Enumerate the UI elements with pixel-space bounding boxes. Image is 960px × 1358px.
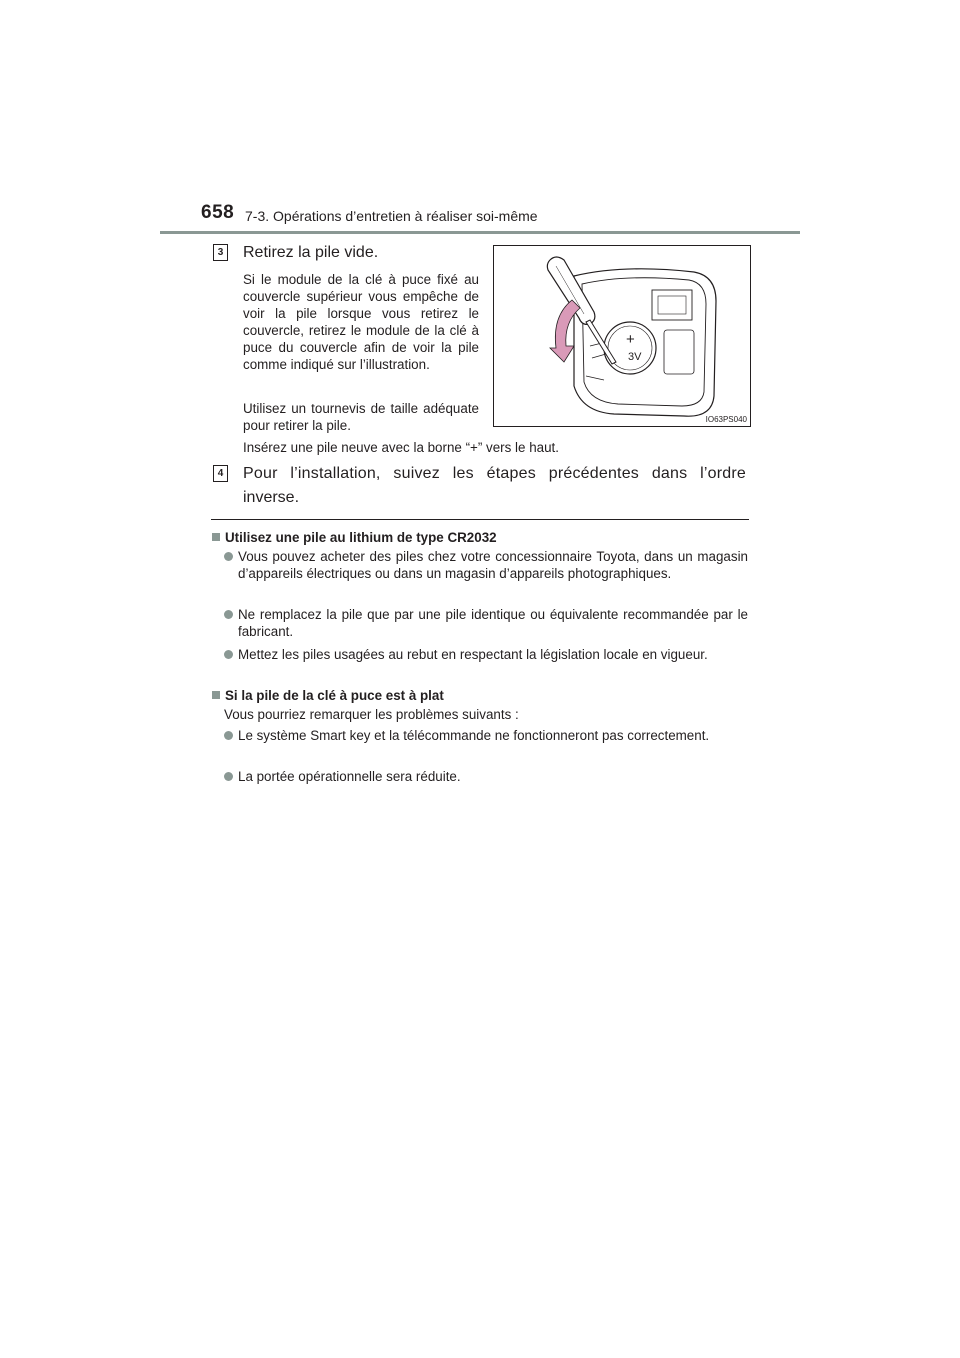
step-3-note-module: Si le module de la clé à puce fixé au couvercle supérieur vous empêche de voir la pile lorsque vous retirez le couvercle, retirez le module de la clé à puce du couvercle afin de voir la pile comme indiqué sur l’illustration. bbox=[243, 272, 479, 372]
header-rule bbox=[160, 231, 800, 234]
battery-plus-label: + bbox=[626, 331, 635, 348]
list-item: Mettez les piles usagées au rebut en respectant la législation locale en vigueur. bbox=[224, 646, 748, 663]
section-divider bbox=[211, 519, 749, 520]
battery-removal-illustration bbox=[493, 245, 751, 427]
circle-bullet-icon bbox=[224, 552, 233, 561]
step-3-note-insert: Insérez une pile neuve avec la borne “+” vers le haut. bbox=[243, 440, 559, 455]
square-bullet-icon bbox=[212, 691, 220, 699]
list-item: La portée opérationnelle sera réduite. bbox=[224, 768, 748, 785]
circle-bullet-icon bbox=[224, 731, 233, 740]
list-item: Vous pouvez acheter des piles chez votre concessionnaire Toyota, dans un magasin d’appareils électriques ou dans un magasin d’appareils photographiques. bbox=[224, 548, 748, 582]
figure-code: IO63PS040 bbox=[705, 415, 747, 424]
square-bullet-icon bbox=[212, 533, 220, 541]
step-4-title-line2: inverse. bbox=[243, 489, 300, 506]
key-fob-drawing bbox=[494, 246, 750, 426]
circle-bullet-icon bbox=[224, 610, 233, 619]
circle-bullet-icon bbox=[224, 772, 233, 781]
step-badge-4: 4 bbox=[213, 465, 228, 482]
step-badge-3: 3 bbox=[213, 244, 228, 261]
list-item: Le système Smart key et la télécommande ne fonctionneront pas correctement. bbox=[224, 727, 748, 744]
note-heading-flat-battery: Si la pile de la clé à puce est à plat bbox=[212, 687, 444, 704]
battery-voltage-label: 3V bbox=[628, 351, 642, 363]
list-item: Ne remplacez la pile que par une pile identique ou équivalente recommandée par le fabricant. bbox=[224, 606, 748, 640]
page-number: 658 bbox=[201, 202, 235, 223]
circle-bullet-icon bbox=[224, 650, 233, 659]
step-4-title-line1: Pour l’installation, suivez les étapes précédentes dans l’ordre bbox=[243, 465, 746, 482]
step-3-note-screwdriver: Utilisez un tournevis de taille adéquate pour retirer la pile. bbox=[243, 401, 479, 433]
note-intro: Vous pourriez remarquer les problèmes suivants : bbox=[224, 707, 519, 722]
note-heading-cr2032: Utilisez une pile au lithium de type CR2032 bbox=[212, 529, 497, 546]
section-title: 7-3. Opérations d’entretien à réaliser soi-même bbox=[245, 208, 538, 224]
step-3-title: Retirez la pile vide. bbox=[243, 244, 379, 261]
